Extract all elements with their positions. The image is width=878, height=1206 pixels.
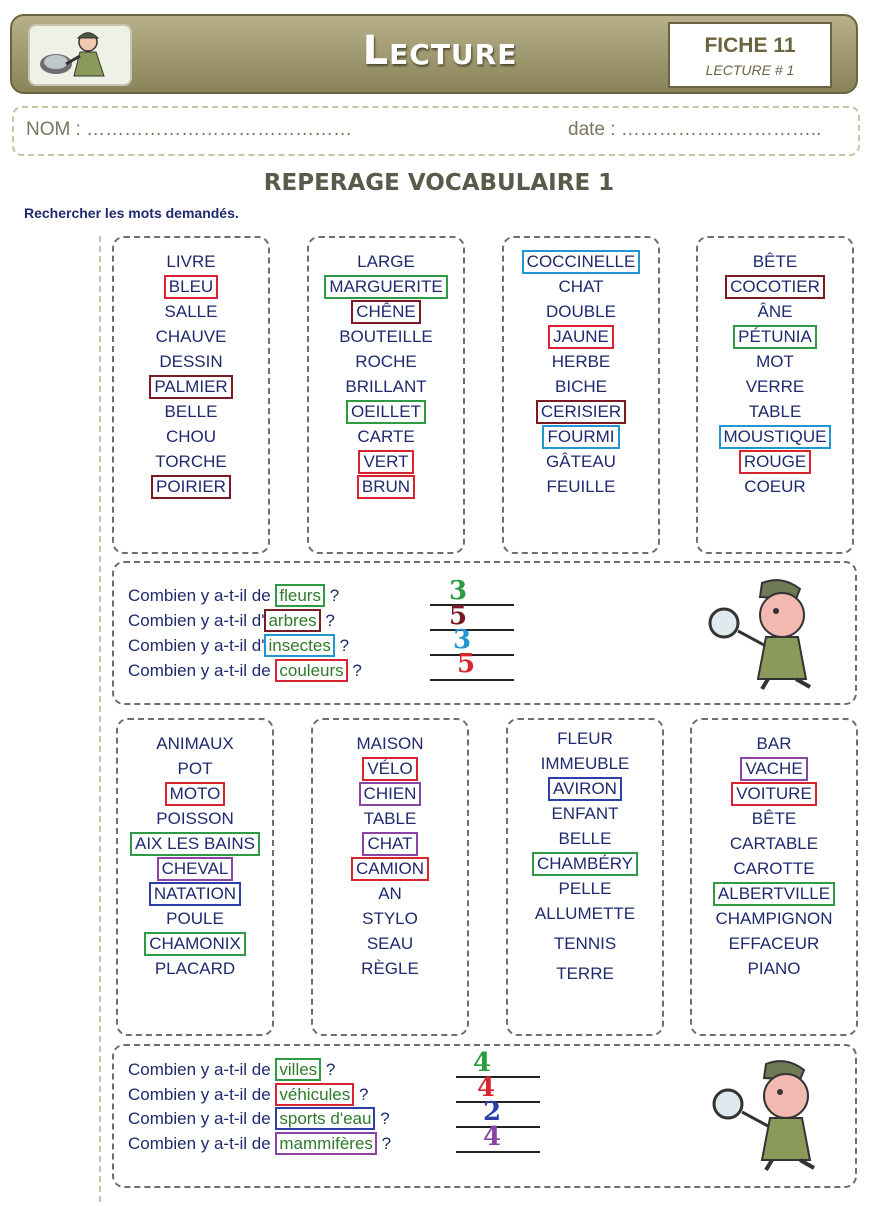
answer-insectes: 3 [452, 625, 472, 655]
word-item: PIANO [747, 959, 801, 978]
word-item: SALLE [164, 302, 218, 321]
name-field[interactable]: NOM : …………………………………… [26, 119, 353, 140]
instruction-text: Rechercher les mots demandés. [24, 205, 239, 221]
word-item: PÉTUNIA [698, 325, 852, 349]
word-item: POT [177, 759, 213, 778]
answer-mammiferes: 4 [482, 1122, 502, 1152]
word-item: POISSON [156, 809, 234, 828]
answer-arbres: 5 [448, 601, 468, 631]
word-item: TENNIS [553, 934, 617, 953]
word-item: CHAMPIGNON [715, 909, 833, 928]
word-item: PLACARD [154, 959, 236, 978]
word-item: SEAU [366, 934, 414, 953]
word-item: COCCINELLE [504, 250, 658, 274]
word-item: CAMION [313, 857, 467, 881]
word-item: POULE [166, 909, 224, 928]
word-item: CARTE [357, 427, 415, 446]
word-item: ROCHE [355, 352, 417, 371]
word-item: ALBERTVILLE [692, 882, 856, 906]
word-item: CHAMONIX [118, 932, 272, 956]
word-item: TORCHE [155, 452, 227, 471]
word-item: COEUR [744, 477, 806, 496]
date-field[interactable]: date : ………………………….. [568, 119, 822, 140]
word-item: TERRE [556, 964, 614, 983]
word-item: CHAT [558, 277, 604, 296]
word-item: RÈGLE [361, 959, 419, 978]
word-item: BICHE [555, 377, 607, 396]
question-line: Combien y a-t-il de fleurs ? [128, 586, 340, 605]
fiche-label-card [668, 22, 832, 88]
page-title [300, 28, 580, 74]
word-box-2 [307, 236, 465, 554]
word-item: BELLE [558, 829, 612, 848]
word-item: MOUSTIQUE [698, 425, 852, 449]
word-item: AVIRON [508, 777, 662, 801]
word-box-6 [311, 718, 469, 1036]
question-box-1 [112, 561, 857, 705]
word-item: ROUGE [698, 450, 852, 474]
question-line: Combien y a-t-il de couleurs ? [128, 661, 362, 680]
word-item: AIX LES BAINS [118, 832, 272, 856]
word-item: STYLO [362, 909, 418, 928]
detective-logo [28, 24, 132, 86]
word-item: MAISON [356, 734, 424, 753]
word-item: BLEU [114, 275, 268, 299]
word-item: CHAUVE [155, 327, 227, 346]
word-item: BAR [756, 734, 792, 753]
word-item: OEILLET [309, 400, 463, 424]
word-item: MOTO [118, 782, 272, 806]
word-item: AN [378, 884, 402, 903]
word-item: CHIEN [313, 782, 467, 806]
word-box-4 [696, 236, 854, 554]
question-line: Combien y a-t-il de mammifères ? [128, 1134, 392, 1153]
question-line: Combien y a-t-il d' arbres ? [128, 611, 335, 630]
word-item: IMMEUBLE [540, 754, 630, 773]
word-item: CHÊNE [309, 300, 463, 324]
word-box-1 [112, 236, 270, 554]
question-line: Combien y a-t-il d' insectes ? [128, 636, 350, 655]
word-item: HERBE [551, 352, 611, 371]
answer-line [430, 679, 514, 681]
page-title-text: Lecture [362, 28, 518, 74]
word-item: JAUNE [504, 325, 658, 349]
detective-illustration [688, 1056, 828, 1176]
word-item: FEUILLE [546, 477, 616, 496]
word-item: VERRE [745, 377, 805, 396]
word-item: EFFACEUR [728, 934, 820, 953]
word-item: BRILLANT [345, 377, 427, 396]
word-item: CHEVAL [118, 857, 272, 881]
word-item: GÂTEAU [546, 452, 616, 471]
word-item: DESSIN [159, 352, 223, 371]
question-line: Combien y a-t-il de sports d'eau ? [128, 1109, 390, 1128]
word-item: PELLE [558, 879, 612, 898]
question-box-2 [112, 1044, 857, 1188]
word-box-8 [690, 718, 858, 1036]
word-item: CHOU [165, 427, 217, 446]
word-item: ÂNE [757, 302, 793, 321]
word-item: CHAMBÉRY [508, 852, 662, 876]
name-date-bar [12, 106, 860, 156]
word-item: COCOTIER [698, 275, 852, 299]
word-item: DOUBLE [546, 302, 616, 321]
word-item: VÉLO [313, 757, 467, 781]
question-line: Combien y a-t-il de villes ? [128, 1060, 336, 1079]
word-item: TABLE [748, 402, 802, 421]
word-item: ALLUMETTE [534, 904, 636, 923]
word-item: POIRIER [114, 475, 268, 499]
word-item: NATATION [118, 882, 272, 906]
word-box-3 [502, 236, 660, 554]
word-item: VOITURE [692, 782, 856, 806]
section-title: REPERAGE VOCABULAIRE 1 [263, 170, 615, 196]
word-item: BÊTE [751, 809, 797, 828]
fiche-subtitle: LECTURE # 1 [705, 62, 795, 78]
margin-line [99, 236, 101, 1202]
word-item: BRUN [309, 475, 463, 499]
word-item: VACHE [692, 757, 856, 781]
word-item: CERISIER [504, 400, 658, 424]
answer-fleurs: 3 [448, 576, 468, 606]
word-item: CAROTTE [733, 859, 815, 878]
answer-couleurs: 5 [456, 649, 476, 679]
word-item: BELLE [164, 402, 218, 421]
answer-vehicules: 4 [476, 1073, 496, 1103]
question-line: Combien y a-t-il de véhicules ? [128, 1085, 369, 1104]
word-item: PALMIER [114, 375, 268, 399]
word-item: ENFANT [551, 804, 619, 823]
word-item: TABLE [363, 809, 417, 828]
answer-villes: 4 [472, 1048, 492, 1078]
word-item: LIVRE [166, 252, 216, 271]
word-item: LARGE [357, 252, 415, 271]
word-item: VERT [309, 450, 463, 474]
fiche-number: FICHE 11 [704, 34, 796, 57]
word-item: CARTABLE [729, 834, 819, 853]
word-box-7 [506, 718, 664, 1036]
detective-illustration [684, 575, 824, 695]
word-item: MOT [756, 352, 794, 371]
word-item: CHAT [313, 832, 467, 856]
word-item: ANIMAUX [156, 734, 234, 753]
answer-sports-eau: 2 [482, 1097, 502, 1127]
word-box-5 [116, 718, 274, 1036]
word-item: BOUTEILLE [339, 327, 433, 346]
word-item: MARGUERITE [309, 275, 463, 299]
word-item: FOURMI [504, 425, 658, 449]
word-item: BÊTE [752, 252, 798, 271]
word-item: FLEUR [557, 729, 613, 748]
